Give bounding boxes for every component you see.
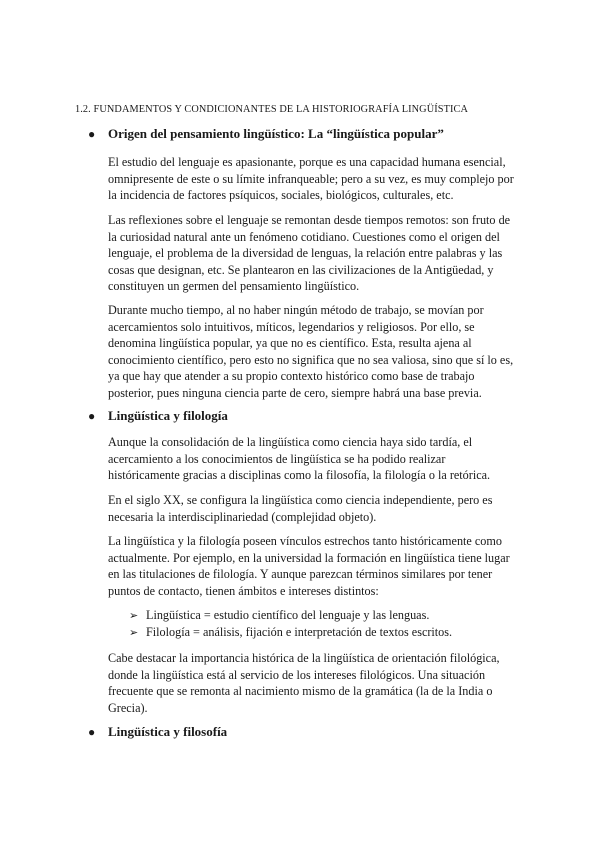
bullet-icon: ● xyxy=(88,725,96,739)
paragraph: La lingüística y la filología poseen vínculos estrechos tanto históricamente como actualmente. Por ejemplo, en la universidad la formación en lingüística tiene lugar en las titulaciones de filología. Y aunque parezcan términos similares por tener puntos de contacto, tienen ámbitos e intereses distintos: xyxy=(108,534,510,598)
paragraph: Las reflexiones sobre el lenguaje se remontan desde tiempos remotos: son fruto de la curiosidad natural ante un fenómeno cotidiano. Cuestiones como el origen del lenguaje, el problema de la diversidad de lenguas, la relación entre palabras y las cosas que designan, etc. Se plantearon en las civilizaciones de la Antigüedad, y constituyen un germen del pensamiento lingüístico. xyxy=(108,213,511,294)
bullet-icon: ● xyxy=(88,409,96,423)
list-item xyxy=(129,607,529,625)
paragraph: El estudio del lenguaje es apasionante, porque es una capacidad humana esencial, omnipresente de este o su límite infranqueable; pero a su vez, es muy complejo por la incidencia de factores psíquicos, sociales, biológicos, culturales, etc. xyxy=(108,155,514,203)
list-item-text: Filología = análisis, fijación e interpretación de textos escritos. xyxy=(146,625,453,639)
list-item-text: Lingüística = estudio científico del lenguaje y las lenguas. xyxy=(146,608,430,622)
heading-linguistica-filologia xyxy=(88,408,548,424)
paragraph: Durante mucho tiempo, al no haber ningún método de trabajo, se movían por acercamientos solo intuitivos, míticos, legendarios y religiosos. Por ello, se denomina lingüística popular, ya que no es científico. Esta, resulta ajena al conocimiento científico, pero esto no significa que no sea valiosa, sino que sí lo es, ya que hay que atender a su propio contexto histórico como base de trabajo posterior, pues ninguna ciencia parte de cero, siempre habrá una base previa. xyxy=(108,303,514,400)
paragraph: En el siglo XX, se configura la lingüística como ciencia independiente, pero es necesaria la interdisciplinariedad (complejidad objeto). xyxy=(108,493,493,524)
bullet-icon: ● xyxy=(88,127,96,141)
paragraph: Aunque la consolidación de la lingüística como ciencia haya sido tardía, el acercamiento a los conocimientos de lingüística se ha podido realizar históricamente gracias a disciplinas como la filosofía, la filología o la retórica. xyxy=(108,435,491,483)
heading-text: Origen del pensamiento lingüístico: La “lingüística popular” xyxy=(108,126,444,141)
heading-origen-pensamiento xyxy=(88,126,548,142)
arrow-bullet-icon: ➢ xyxy=(129,610,139,622)
arrow-bullet-icon: ➢ xyxy=(129,627,139,639)
heading-text: Lingüística y filología xyxy=(108,408,228,423)
heading-linguistica-filosofia xyxy=(88,724,548,740)
heading-text: Lingüística y filosofía xyxy=(108,724,228,739)
list-item xyxy=(129,624,529,642)
section-title: 1.2. FUNDAMENTOS Y CONDICIONANTES DE LA HISTORIOGRAFÍA LINGÜÍSTICA xyxy=(75,104,469,115)
paragraph: Cabe destacar la importancia histórica de la lingüística de orientación filológica, donde la lingüística está al servicio de los intereses filológicos. Una situación frecuente que se remonta al nacimiento mismo de la gramática (la de la India o Grecia). xyxy=(108,651,500,715)
